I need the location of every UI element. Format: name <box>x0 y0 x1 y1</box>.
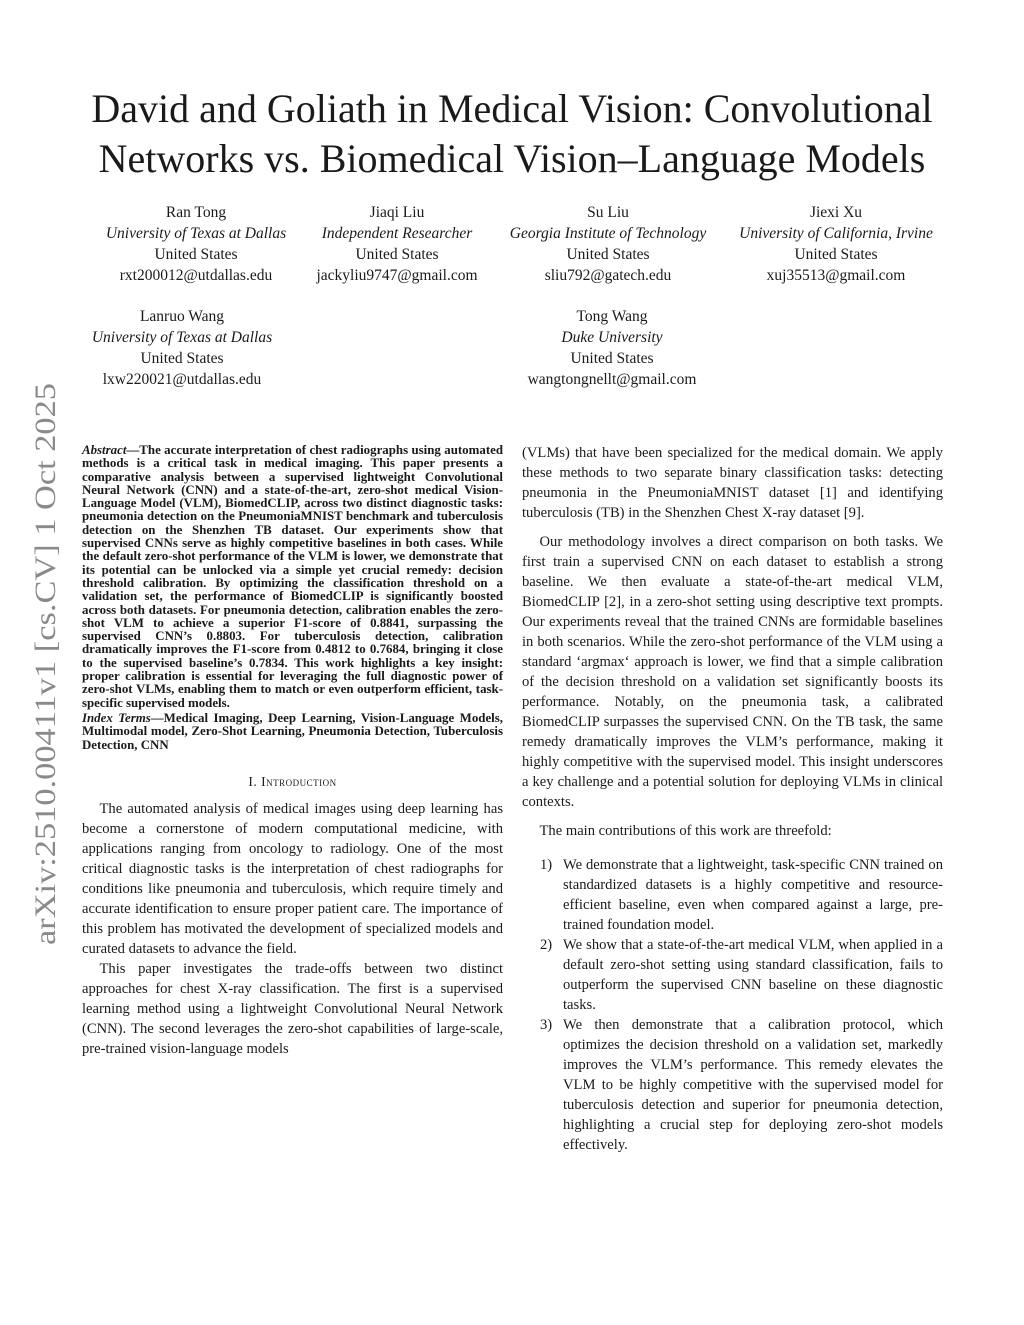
section-number: I. <box>248 773 258 789</box>
author-name: Ran Tong <box>165 204 227 221</box>
author-affiliation: University of Texas at Dallas <box>105 225 287 242</box>
author-country: United States <box>570 350 654 367</box>
author-affiliation: Georgia Institute of Technology <box>509 225 707 242</box>
author-affiliation: University of Texas at Dallas <box>91 329 273 346</box>
paper-title <box>40 84 984 184</box>
right-column <box>522 443 943 1155</box>
author-block-3 <box>498 202 718 286</box>
author-email: lxw220021@utdallas.edu <box>102 371 262 388</box>
author-email: sliu792@gatech.edu <box>544 267 672 284</box>
list-item-text: We demonstrate that a lightweight, task-specific CNN trained on standardized datasets is a highly competitive and resource-efficient baseline, even when compared against a large, pre-trained foundation model. <box>563 857 943 933</box>
contributions-list <box>522 855 943 1155</box>
author-country: United States <box>794 246 878 263</box>
list-item-text: We then demonstrate that a calibration protocol, which optimizes the decision threshold on a validation set, markedly improves the VLM’s performance. This remedy elevates the VLM to be highly competitive with the supervised model for tuberculosis detection and superior for pneumonia detection, highlighting a crucial step for deploying zero-shot models effectively. <box>563 1017 943 1153</box>
author-country: United States <box>566 246 650 263</box>
intro-paragraph-2: This paper investigates the trade-offs between two distinct approaches for chest X-ray classification. The first is a supervised learning method using a lightweight Convolutional Neural Network (CNN). The second leverages the zero-shot capabilities of large-scale, pre-trained vision-language models <box>82 960 503 1057</box>
author-country: United States <box>154 246 238 263</box>
paper-title-line-2: Networks vs. Biomedical Vision–Language Models <box>98 136 926 181</box>
arxiv-identifier-text: arXiv:2510.00411v1 [cs.CV] 1 Oct 2025 <box>29 454 62 945</box>
author-name: Lanruo Wang <box>139 308 225 325</box>
author-block-2 <box>307 202 487 286</box>
arxiv-identifier <box>10 380 70 950</box>
author-name: Jiaqi Liu <box>369 204 425 221</box>
intro-paragraph-2-continued: (VLMs) that have been specialized for the medical domain. We apply these methods to two separate binary classification tasks: detecting pneumonia in the PneumoniaMNIST dataset [1] and identifying tuberculosis (TB) in the Shenzhen Chest X-ray dataset [9]. <box>522 445 943 521</box>
section-title: Introduction <box>261 773 337 789</box>
list-item-number: 1) <box>540 857 553 873</box>
author-affiliation: University of California, Irvine <box>739 225 933 242</box>
author-block-5 <box>82 306 282 390</box>
author-block-1 <box>96 202 296 286</box>
index-terms-label: Index Terms <box>82 710 151 725</box>
index-terms-text: —Medical Imaging, Deep Learning, Vision-Language Models, Multimodal model, Zero-Shot Learning, Pneumonia Detection, Tuberculosis Detection, CNN <box>82 710 503 752</box>
intro-paragraph-4: The main contributions of this work are threefold: <box>539 823 832 839</box>
author-email: rxt200012@utdallas.edu <box>119 267 273 284</box>
author-block-6 <box>512 306 712 390</box>
list-item <box>522 1015 943 1155</box>
left-column <box>82 444 503 1059</box>
list-item-number: 2) <box>540 937 553 953</box>
abstract-text: —The accurate interpretation of chest radiographs using automated methods is a critical task in medical imaging. This paper presents a comparative analysis between a supervised lightweight Convolutional Neural Network (CNN) and a state-of-the-art, zero-shot medical Vision-Language Model (VLM), BiomedCLIP, across two distinct diagnostic tasks: pneumonia detection on the PneumoniaMNIST benchmark and tuberculosis detection on the Shenzhen TB dataset. Our experiments show that supervised CNNs serve as highly competitive baselines in both cases. While the default zero-shot performance of the VLM is lower, we demonstrate that its potential can be unlocked via a simple yet crucial remedy: decision threshold calibration. By optimizing the classification threshold on a validation set, the performance of BiomedCLIP is significantly boosted across both datasets. For pneumonia detection, calibration enables the zero-shot VLM to achieve a superior F1-score of 0.8841, surpassing the supervised CNN’s 0.8803. For tuberculosis detection, calibration dramatically improves the F1-score from 0.4812 to 0.7684, bringing it close to the supervised baseline’s 0.7834. This work highlights a key insight: proper calibration is essential for leveraging the full diagnostic power of zero-shot VLMs, enabling them to match or even outperform efficient, task-specific supervised models. <box>82 443 503 710</box>
author-email: xuj35513@gmail.com <box>766 267 906 284</box>
paper-title-line-1: David and Goliath in Medical Vision: Convolutional <box>91 86 933 131</box>
author-country: United States <box>355 246 439 263</box>
list-item-number: 3) <box>540 1017 553 1033</box>
author-email: wangtongnellt@gmail.com <box>527 371 697 388</box>
list-item-text: We show that a state-of-the-art medical VLM, when applied in a default zero-shot setting using standard classification, fails to outperform the supervised CNN baseline on these diagnostic tasks. <box>563 937 943 1013</box>
list-item <box>522 855 943 935</box>
abstract-label: Abstract <box>82 443 127 457</box>
author-affiliation: Independent Researcher <box>321 225 473 242</box>
section-heading-introduction <box>82 774 503 790</box>
author-name: Jiexi Xu <box>809 204 863 221</box>
intro-paragraph-3: Our methodology involves a direct comparison on both tasks. We first train a supervised CNN on each dataset to establish a strong baseline. We then evaluate a state-of-the-art medical VLM, BiomedCLIP [2], in a zero-shot setting using descriptive text prompts. Our experiments reveal that the trained CNNs are formidable baselines in both scenarios. While the zero-shot performance of the VLM using a standard ‘argmax‘ approach is lower, we find that a simple calibration of the decision threshold on a validation set significantly boosts its performance. Notably, on the pneumonia task, a calibrated BiomedCLIP surpasses the supervised CNN. On the TB task, the same remedy dramatically improves the VLM’s performance, making it highly competitive with the supervised model. This insight underscores a key challenge and a potential solution for deploying VLMs in clinical contexts. <box>522 534 943 810</box>
author-affiliation: Duke University <box>561 329 663 346</box>
author-block-4 <box>726 202 946 286</box>
author-name: Su Liu <box>587 204 629 221</box>
author-name: Tong Wang <box>576 308 648 325</box>
author-country: United States <box>140 350 224 367</box>
list-item <box>522 935 943 1015</box>
author-email: jackyliu9747@gmail.com <box>316 267 478 284</box>
abstract <box>82 444 503 710</box>
intro-paragraph-1: The automated analysis of medical images using deep learning has become a cornerstone of modern computational medicine, with applications ranging from oncology to radiology. One of the most critical diagnostic tasks is the interpretation of chest radiographs for conditions like pneumonia and tuberculosis, which require timely and accurate identification to ensure proper patient care. The importance of this problem has motivated the development of specialized models and curated datasets to advance the field. <box>82 800 503 957</box>
index-terms <box>82 712 503 752</box>
